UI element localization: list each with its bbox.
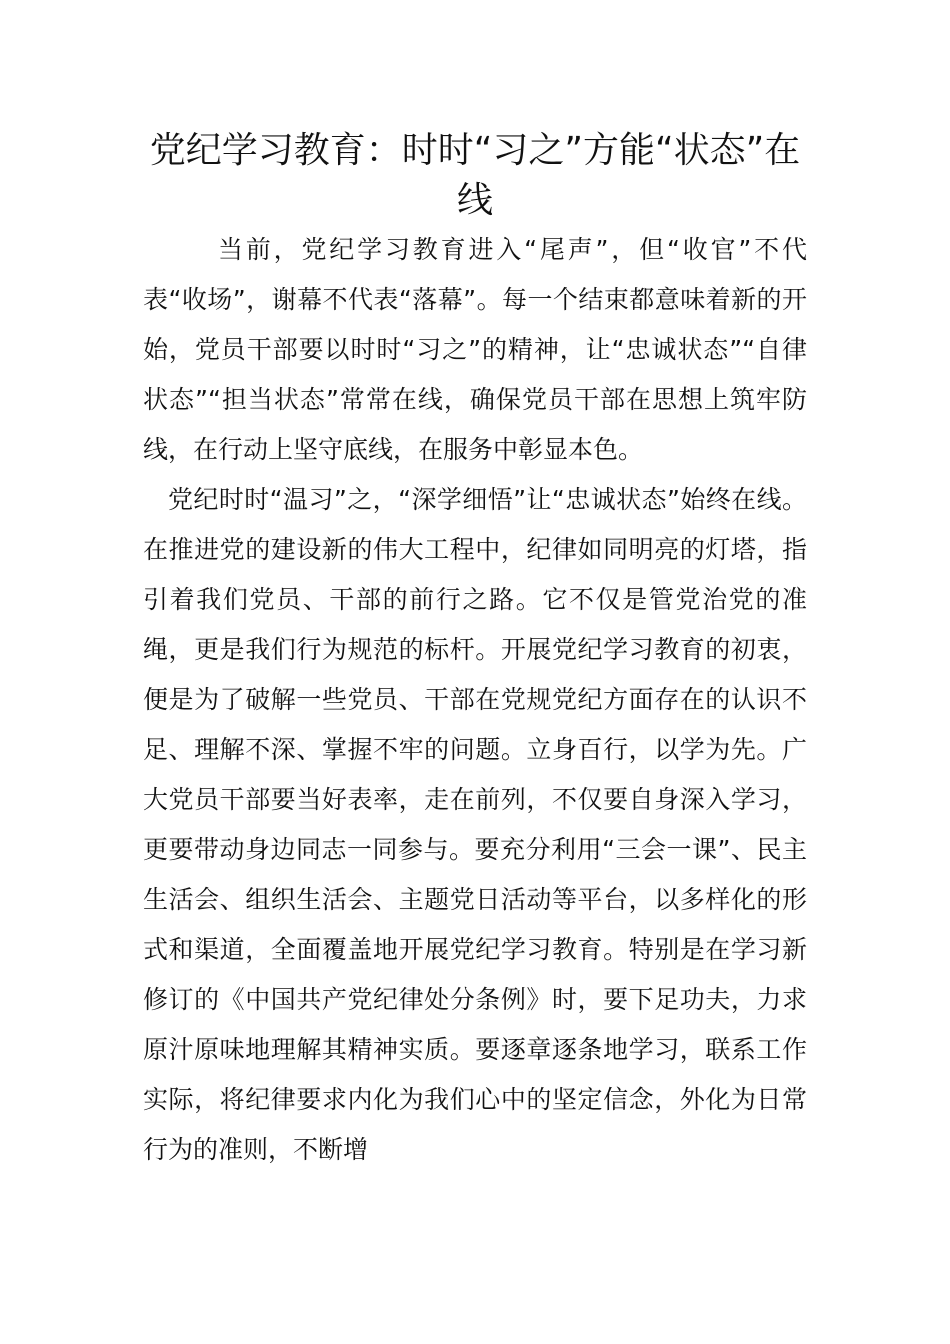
paragraph-loyalty-state: 党纪时时“温习”之，“深学细悟”让“忠诚状态”始终在线。在推进党的建设新的伟大工程中，纪律如同明亮的灯塔，指引着我们党员、干部的前行之路。它不仅是管党治党的准绳，更是我们行为规范的标杆。开展党纪学习教育的初衷，便是为了破解一些党员、干部在党规党纪方面存在的认识不足、理解不深、掌握不牢的问题。立身百行，以学为先。广大党员干部要当好表率，走在前列，不仅要自身深入学习，更要带动身边同志一同参与。要充分利用“三会一课”、民主生活会、组织生活会、主题党日活动等平台，以多样化的形式和渠道，全面覆盖地开展党纪学习教育。特别是在学习新修订的《中国共产党纪律处分条例》时，要下足功夫，力求原汁原味地理解其精神实质。要逐章逐条地学习，联系工作实际，将纪律要求内化为我们心中的坚定信念，外化为日常行为的准则，不断增	[143, 485, 807, 1164]
document-body	[143, 225, 807, 1175]
document-title: 党纪学习教育：时时“习之”方能“状态”在线	[149, 130, 801, 221]
paragraph-intro: 当前，党纪学习教育进入“尾声”，但“收官”不代表“收场”，谢幕不代表“落幕”。每一个结束都意味着新的开始，党员干部要以时时“习之”的精神，让“忠诚状态”“自律状态”“担当状态”常常在线，确保党员干部在思想上筑牢防线，在行动上坚守底线，在服务中彰显本色。	[143, 235, 807, 464]
